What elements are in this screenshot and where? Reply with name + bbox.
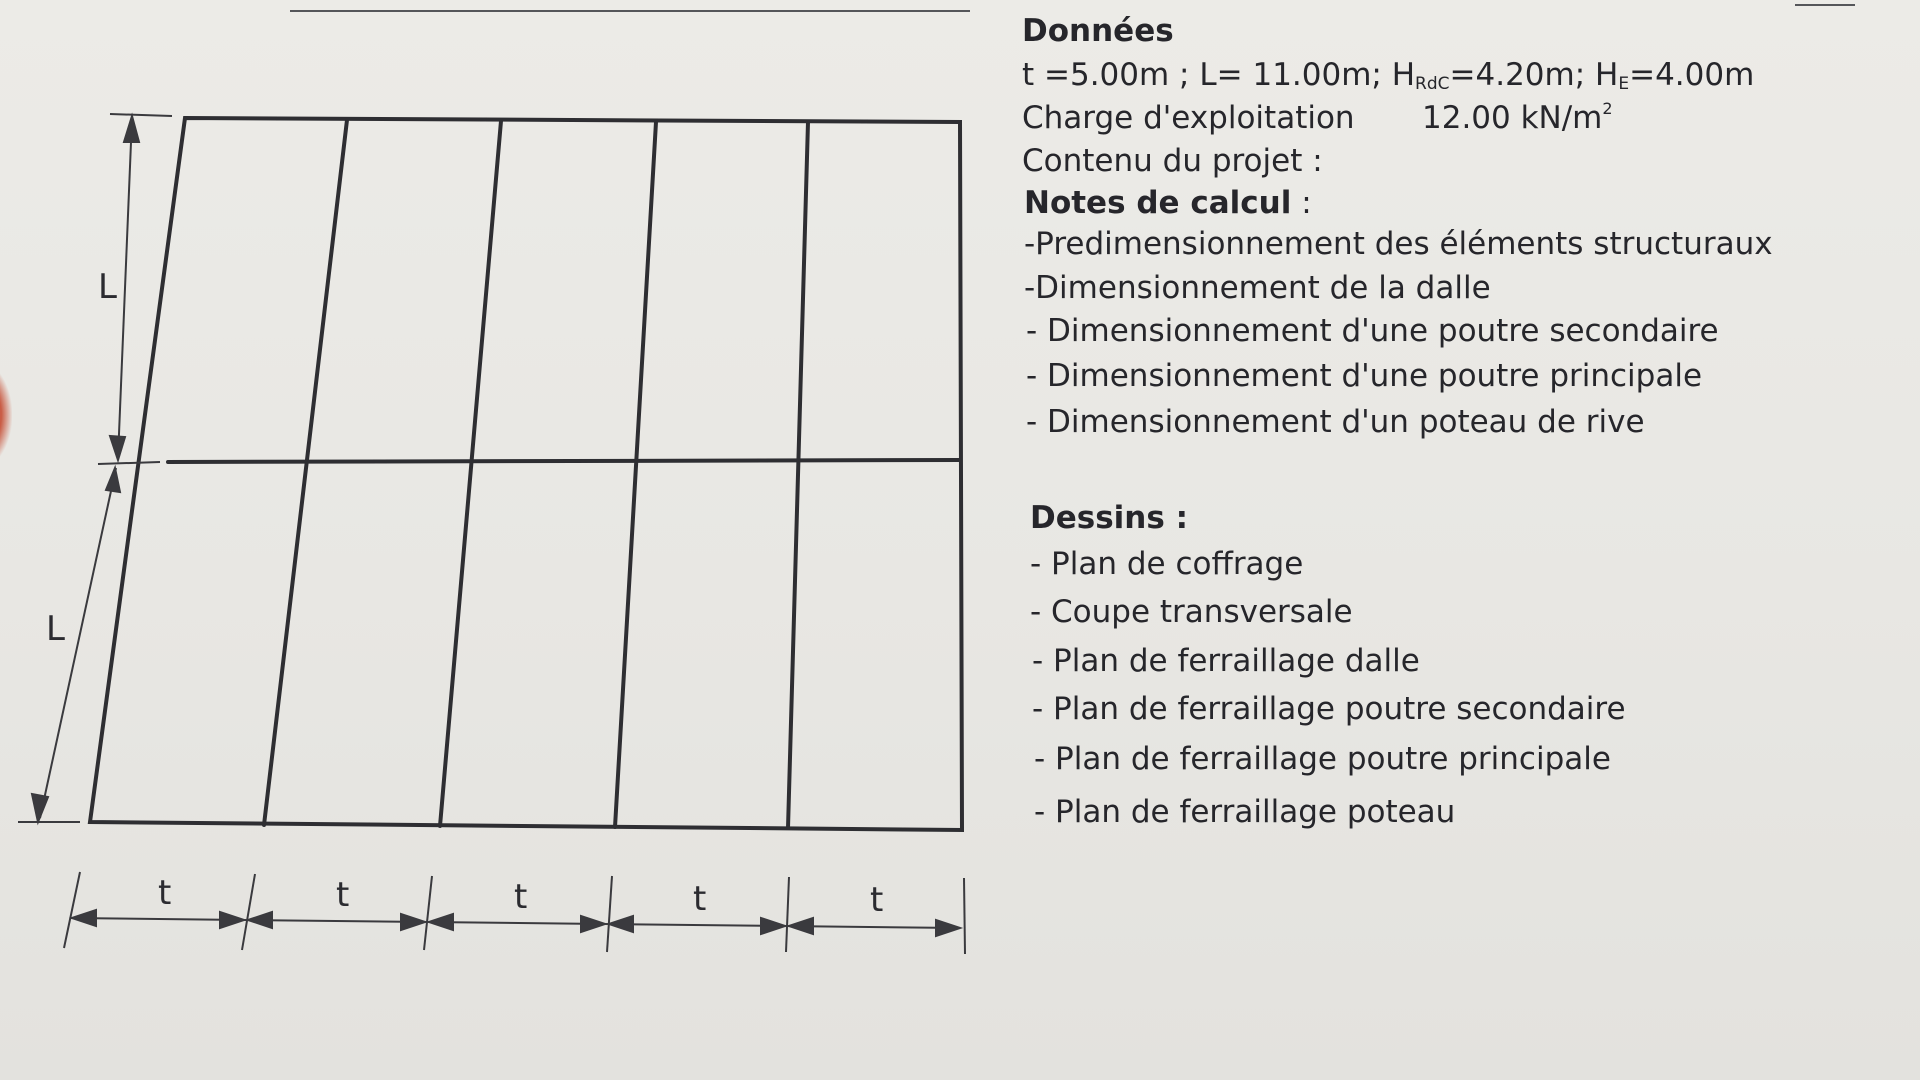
donnees-title: Données xyxy=(1022,13,1174,49)
notes-title: Notes de calcul : xyxy=(1024,185,1312,221)
bottom-label-1: t xyxy=(158,873,172,913)
notes-item-3: - Dimensionnement d'une poutre secondaire xyxy=(1026,313,1719,349)
grid-line-1 xyxy=(264,120,347,825)
dessins-item-5: - Plan de ferraillage poutre principale xyxy=(1034,741,1611,777)
left-label-lower: L xyxy=(46,609,65,649)
dessins-item-6: - Plan de ferraillage poteau xyxy=(1034,794,1456,830)
notes-item-1: -Predimensionnement des éléments structuraux xyxy=(1024,226,1773,262)
grid-line-4 xyxy=(788,122,808,828)
bottom-label-4: t xyxy=(693,879,707,919)
bottom-label-5: t xyxy=(870,880,884,920)
bottom-label-2: t xyxy=(336,875,350,915)
middle-beam xyxy=(168,460,960,462)
dim-h-e: $H_E=4.00m$ xyxy=(1595,57,1755,94)
left-dim-upper xyxy=(118,118,132,458)
dim-L: L= 11.00m; xyxy=(1199,57,1382,93)
dimensions-line xyxy=(1022,57,1755,94)
dessins-item-3: - Plan de ferraillage dalle xyxy=(1032,643,1420,679)
notes-item-2: -Dimensionnement de la dalle xyxy=(1024,270,1491,306)
grid-line-3 xyxy=(615,122,656,827)
arrow-down-mid xyxy=(110,436,125,460)
bottom-dim-line xyxy=(70,918,960,928)
notes-item-4: - Dimensionnement d'une poutre principale xyxy=(1026,358,1703,394)
left-label-upper: L xyxy=(98,267,117,307)
structural-plan-drawing xyxy=(0,0,1000,980)
dessins-item-1: - Plan de coffrage xyxy=(1030,546,1304,582)
charge-label: Charge d'exploitation xyxy=(1022,100,1355,136)
charge-value: 12.00 $kN/m^2$ xyxy=(1422,99,1613,136)
dessins-item-2: - Coupe transversale xyxy=(1030,594,1353,630)
arrow-up-top xyxy=(124,116,139,142)
arrow-up-mid xyxy=(106,468,120,492)
dim-t: t =5.00m ; xyxy=(1022,57,1190,93)
plan-frame xyxy=(90,118,962,830)
arrow-down-bottom xyxy=(32,794,48,822)
bottom-label-3: t xyxy=(514,877,528,917)
dessins-item-4: - Plan de ferraillage poutre secondaire xyxy=(1032,691,1626,727)
top-right-mark xyxy=(1795,4,1855,6)
dessins-title: Dessins : xyxy=(1030,500,1188,536)
contenu-projet: Contenu du projet : xyxy=(1022,143,1323,179)
grid-line-2 xyxy=(440,121,501,826)
notes-item-5: - Dimensionnement d'un poteau de rive xyxy=(1026,404,1645,440)
dim-h-rdc: $H_{RdC}=4.20m$; xyxy=(1391,57,1586,94)
